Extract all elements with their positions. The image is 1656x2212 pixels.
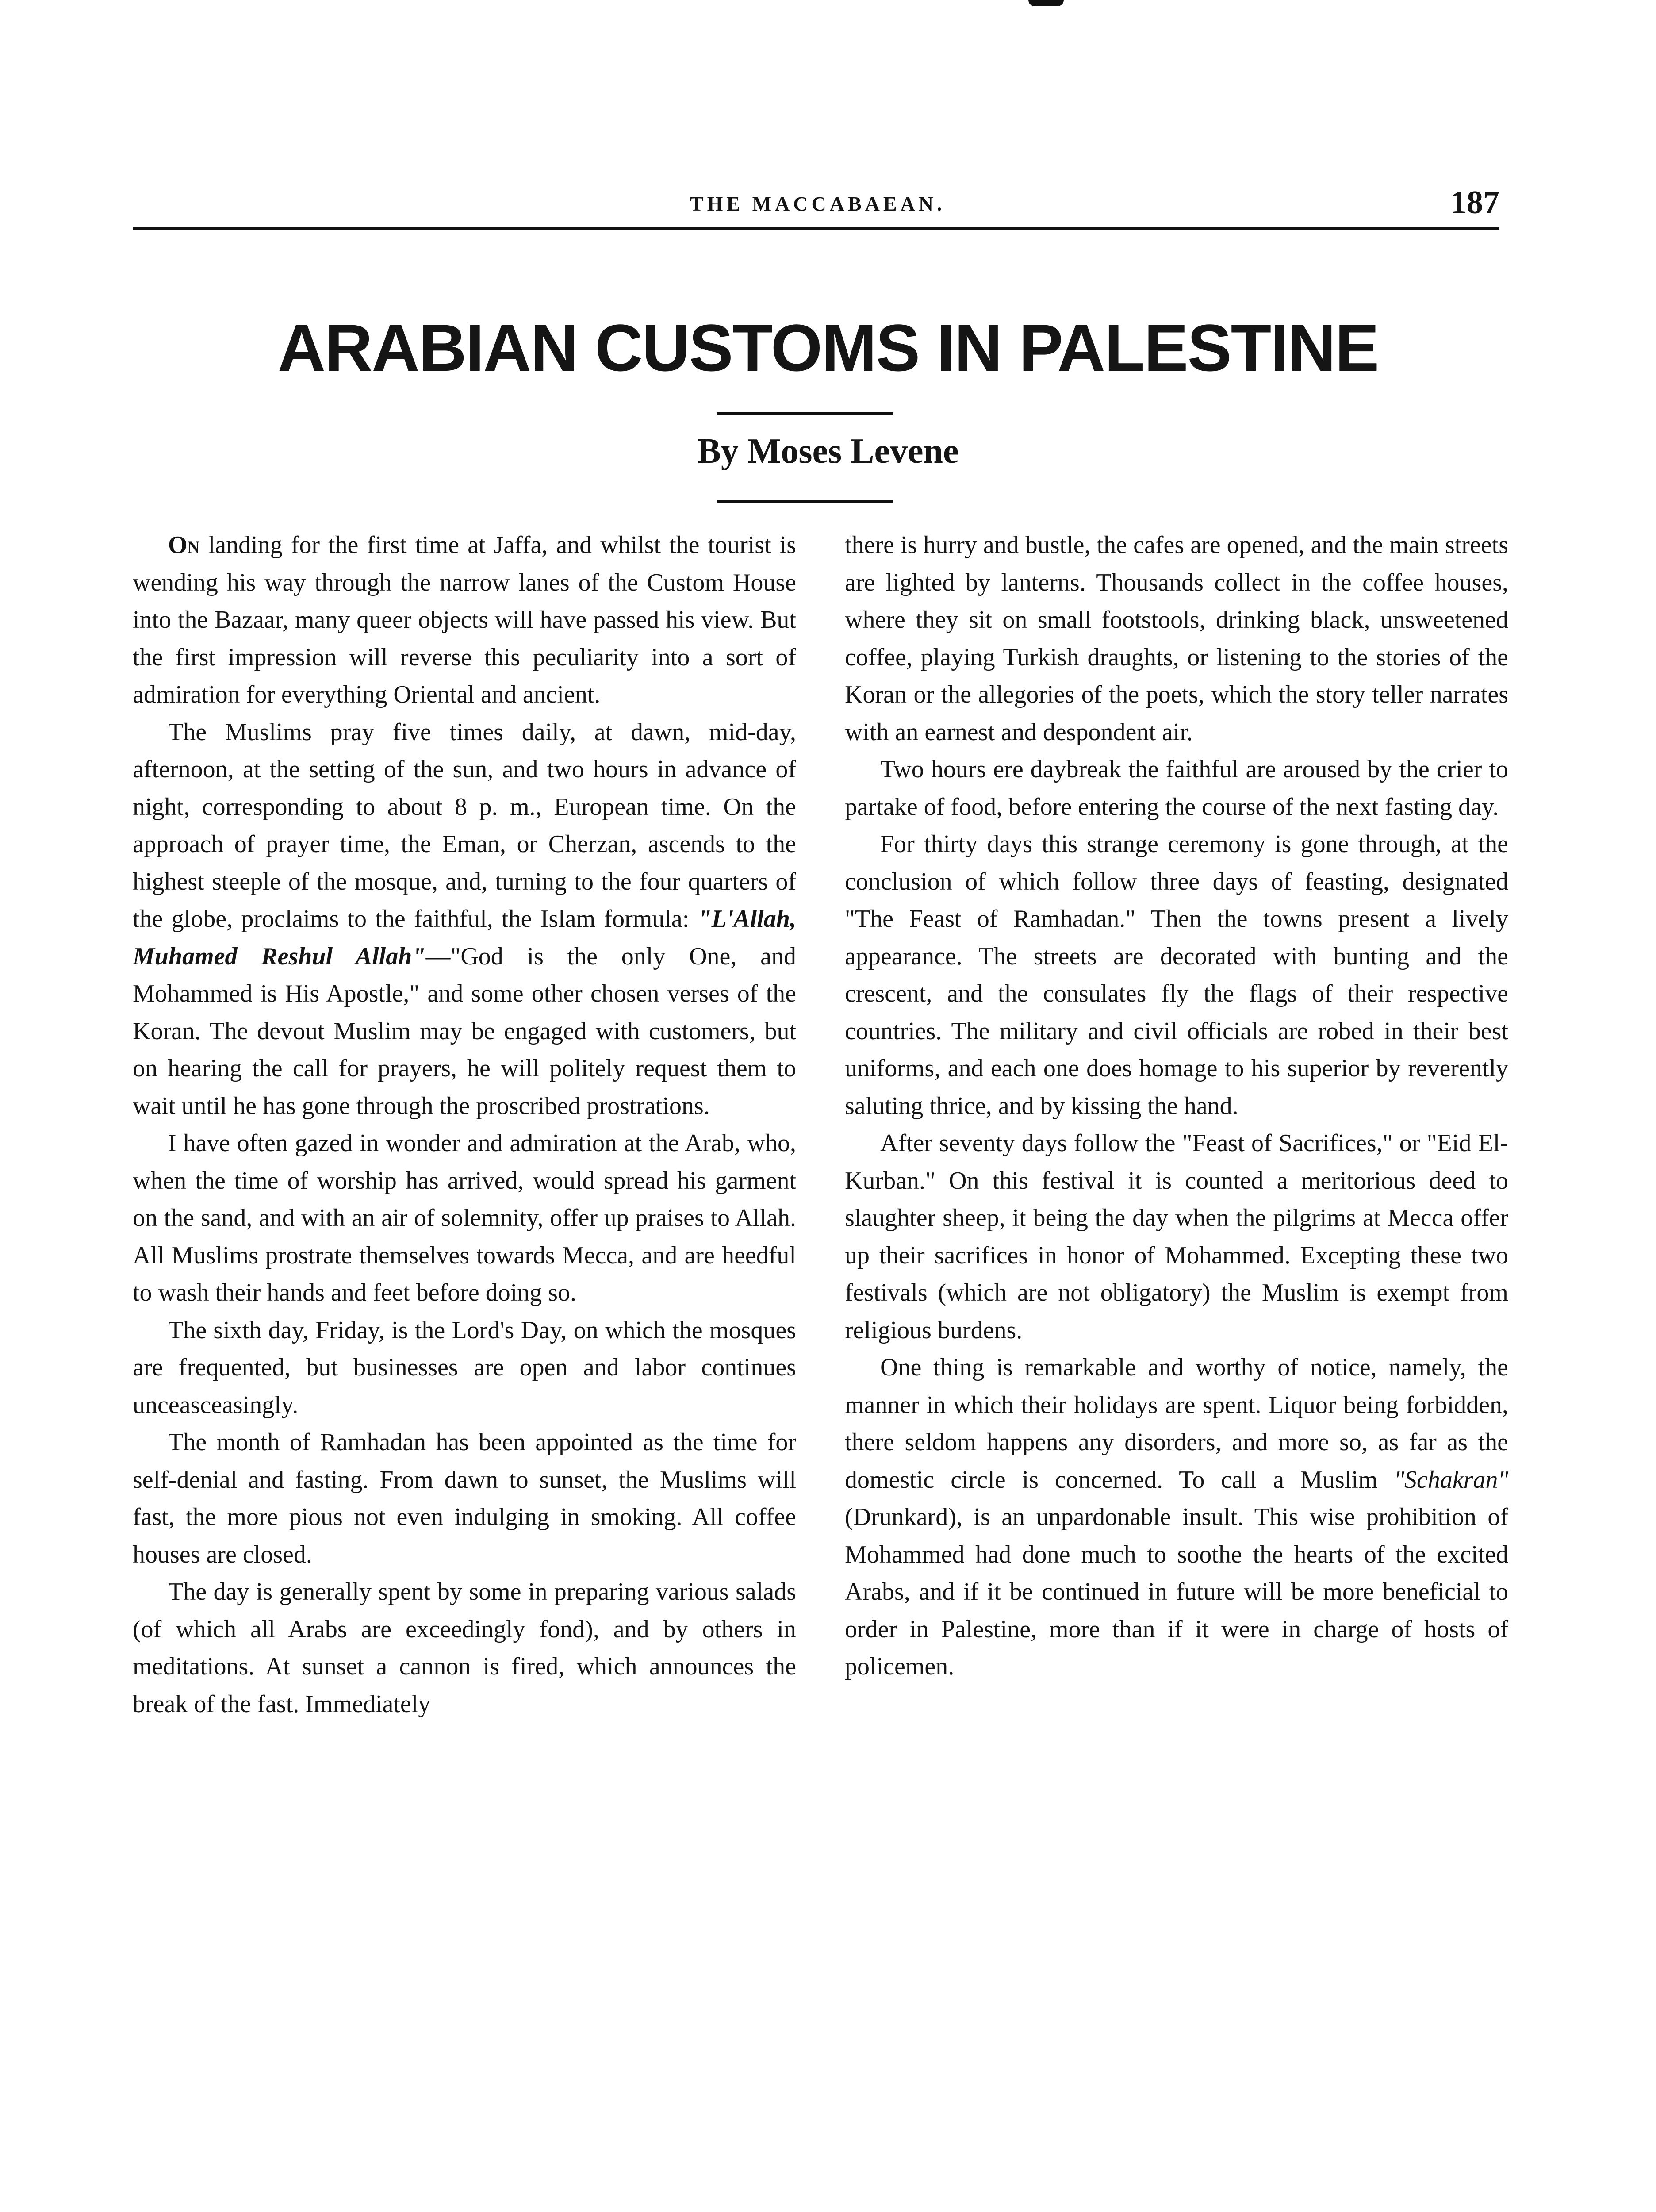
paragraph-text: I have often gazed in wonder and admiration at the Arab, who, when the time of worship has arrived, would spread his garment on the sand, and with an air of solemnity, offer up praises to Allah. All Muslims prostrate themselves towards Mecca, and are heedful to wash their hands and feet before doing so. <box>133 1129 796 1306</box>
right-column <box>845 526 1508 1686</box>
article-title: ARABIAN CUSTOMS IN PALESTINE <box>277 311 1379 385</box>
paragraph <box>845 1125 1508 1349</box>
paragraph-text: The day is generally spent by some in preparing various salads (of which all Arabs are exceedingly fond), and by others in meditations. At sunset a cannon is fired, which announces the break of the fast. Immediately <box>133 1578 796 1718</box>
paragraph-text: landing for the first time at Jaffa, and whilst the tourist is wending his way through the narrow lanes of the Custom House into the Bazaar, many queer objects will have passed his view. But the first impression will reverse this peculiarity into a sort of admiration for everything Oriental and ancient. <box>133 531 796 708</box>
paragraph-text: One thing is remarkable and worthy of notice, namely, the manner in which their holidays are spent. Liquor being forbidden, there seldom happens any disorders, and more so, as far as the domestic circle is concerned. To call a Muslim <box>845 1354 1508 1494</box>
page-number: 187 <box>1450 184 1499 221</box>
paragraph-text: The month of Ramhadan has been appointed as the time for self-denial and fasting. From dawn to sunset, the Muslims will fast, the more pious not even indulging in smoking. All coffee houses are closed. <box>133 1429 796 1568</box>
page-top-mark <box>1028 0 1064 6</box>
paragraph-text: (Drunkard), is an unpardonable insult. This wise prohibition of Mohammed had done much to soothe the hearts of the excited Arabs, and if it be continued in future will be more beneficial to order in Palestine, more than if it were in charge of hosts of policemen. <box>845 1503 1508 1680</box>
drop-word: On <box>168 531 200 559</box>
paragraph <box>133 526 796 714</box>
paragraph-text: For thirty days this strange ceremony is gone through, at the conclusion of which follow three days of feasting, designated "The Feast of Ramhadan." Then the towns present a lively appearance. The streets are decorated with bunting and the crescent, and the consulates fly the flags of their respective countries. The military and civil officials are robed in their best uniforms, and each one does homage to his superior by reverently saluting thrice, and by kissing the hand. <box>845 830 1508 1120</box>
paragraph-text: After seventy days follow the "Feast of Sacrifices," or "Eid El-Kurban." On this festival it is counted a meritorious deed to slaughter sheep, it being the day when the pilgrims at Mecca offer up their sacrifices in honor of Mohammed. Excepting these two festivals (which are not obligatory) the Muslim is exempt from religious burdens. <box>845 1129 1508 1344</box>
paragraph <box>845 1349 1508 1686</box>
header-rule <box>133 227 1499 230</box>
paragraph-text: The sixth day, Friday, is the Lord's Day, on which the mosques are frequented, but businesses are open and labor continues unceasceasingly. <box>133 1316 796 1419</box>
running-header <box>133 186 1499 230</box>
running-title: THE MACCABAEAN. <box>690 192 946 215</box>
paragraph <box>845 826 1508 1125</box>
title-rule <box>717 412 893 415</box>
paragraph <box>845 526 1508 751</box>
paragraph <box>133 1125 796 1312</box>
paragraph-text: there is hurry and bustle, the cafes are opened, and the main streets are lighted by lanterns. Thousands collect in the coffee houses, where they sit on small footstools, drinking black, unsweetened coffee, playing Turkish draughts, or listening to the stories of the Koran or the allegories of the poets, which the story teller narrates with an earnest and despondent air. <box>845 531 1508 746</box>
paragraph <box>133 1573 796 1723</box>
paragraph <box>133 714 796 1125</box>
paragraph-text: The Muslims pray five times daily, at dawn, mid-day, afternoon, at the setting of the sun, and two hours in advance of night, corresponding to about 8 p. m., European time. On the approach of prayer time, the Eman, or Cherzan, ascends to the highest steeple of the mosque, and, turning to the four quarters of the globe, proclaims to the faithful, the Islam formula: <box>133 718 796 933</box>
paragraph <box>133 1312 796 1424</box>
paragraph-text: —"God is the only One, and Mohammed is His Apostle," and some other chosen verses of the Koran. The devout Muslim may be engaged with customers, but on hearing the call for prayers, he will politely request them to wait until he has gone through the proscribed prostrations. <box>133 942 796 1120</box>
paragraph <box>845 751 1508 826</box>
paragraph-text: Two hours ere daybreak the faithful are aroused by the crier to partake of food, before entering the course of the next fasting day. <box>845 756 1508 821</box>
left-column <box>133 526 796 1723</box>
schakran-term: "Schakran" <box>1394 1466 1508 1494</box>
byline: By Moses Levene <box>697 432 959 471</box>
byline-rule <box>717 500 893 503</box>
islam-formula: "L'Allah, Muhamed Reshul Allah" <box>133 905 796 970</box>
paragraph <box>133 1424 796 1573</box>
